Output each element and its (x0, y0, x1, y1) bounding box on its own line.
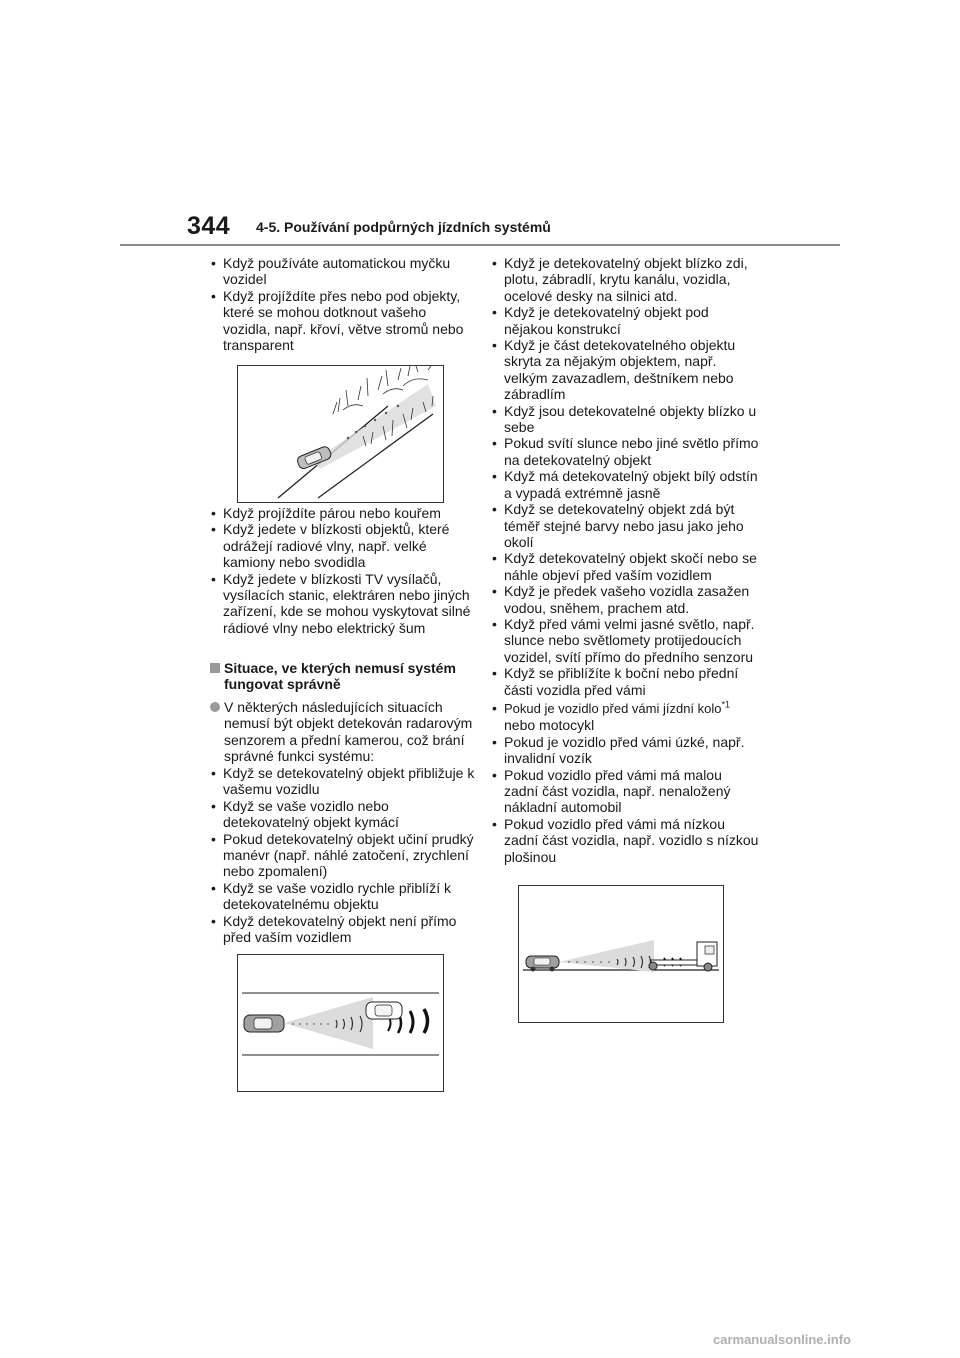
right-column (491, 255, 759, 865)
list-item: • Když je předek vašeho vozidla zasažen vodou, sněhem, prachem atd. (491, 583, 759, 616)
footnote-marker: *1 (721, 699, 731, 710)
watermark: carmanualsonline.info (713, 1332, 851, 1347)
list-item: • Když se detekovatelný objekt zdá být téměř stejné barvy nebo jasu jako jeho okolí (491, 501, 759, 550)
figure-offset-vehicle-illustration (237, 954, 444, 1092)
figure-branches-illustration (237, 365, 444, 503)
list-item: • Když se přiblížíte k boční nebo přední části vozidla před vámi (491, 665, 759, 698)
section-heading-text: Situace, ve kterých nemusí systém fungovat správně (224, 660, 456, 693)
left-list-3 (210, 765, 475, 945)
list-item: • Když před vámi velmi jasné světlo, např. slunce nebo světlomety protijedoucích vozidel, svítí přímo do předního senzoru (491, 616, 759, 665)
list-item: • Když je detekovatelný objekt blízko zdi, plotu, zábradlí, krytu kanálu, vozidla, ocelové desky na silnici atd. (491, 255, 759, 304)
note-text: V některých následujících situacích nemusí být objekt detekován radarovým senzorem a přední kamerou, což brání správné funkci systému: (224, 699, 473, 765)
list-item: • Když detekovatelný objekt skočí nebo se náhle objeví před vaším vozidlem (491, 550, 759, 583)
list-item: • Když detekovatelný objekt není přímo před vaším vozidlem (210, 913, 475, 946)
section-heading (210, 660, 475, 693)
list-item: • Když se vaše vozidlo rychle přiblíží k detekovatelnému objektu (210, 880, 475, 913)
list-item: • Když projíždíte párou nebo kouřem (210, 505, 475, 521)
list-item: • Když se detekovatelný objekt přibližuje k vašemu vozidlu (210, 765, 475, 798)
list-item: • Když projíždíte přes nebo pod objekty, které se mohou dotknout vašeho vozidla, např. křoví, větve stromů nebo transparent (210, 288, 472, 354)
circle-marker-icon (210, 702, 220, 712)
list-item: • Pokud vozidlo před vámi má malou zadní část vozidla, např. nenaložený nákladní automobil (491, 767, 759, 816)
square-marker-icon (210, 663, 220, 673)
motorcycle-item-tail: nebo motocykl (504, 717, 595, 734)
list-item: • Když jsou detekovatelné objekty blízko u sebe (491, 403, 759, 436)
note-paragraph (210, 699, 475, 765)
left-list-2 (210, 505, 475, 636)
list-item: • Pokud svítí slunce nebo jiné světlo přímo na detekovatelný objekt (491, 435, 759, 468)
figure-low-platform-truck-illustration (518, 885, 724, 1023)
header-rule (120, 244, 840, 246)
left-list-1 (210, 255, 472, 353)
list-item-motorcycle (491, 700, 759, 734)
list-item: • Když je detekovatelný objekt pod nějakou konstrukcí (491, 304, 759, 337)
list-item: • Pokud vozidlo před vámi má nízkou zadní část vozidla, např. vozidlo s nízkou plošinou (491, 816, 759, 865)
list-item: • Pokud je vozidlo před vámi úzké, např. invalidní vozík (491, 734, 759, 767)
chapter-title: 4-5. Používání podpůrných jízdních systémů (256, 219, 551, 235)
page-number: 344 (187, 212, 231, 240)
list-item: • Když se vaše vozidlo nebo detekovatelný objekt kymácí (210, 798, 475, 831)
list-item: • Když používáte automatickou myčku vozidel (210, 255, 472, 288)
list-item: • Když jedete v blízkosti TV vysílačů, vysílacích stanic, elektráren nebo jiných zařízení, kde se mohou vyskytovat silné rádiové vlny nebo elektrický šum (210, 571, 475, 637)
list-item: • Když má detekovatelný objekt bílý odstín a vypadá extrémně jasně (491, 468, 759, 501)
list-item: • Když jedete v blízkosti objektů, které odrážejí radiové vlny, např. velké kamiony nebo svodidla (210, 521, 475, 570)
list-item: • Když je část detekovatelného objektu skryta za nějakým objektem, např. velkým zavazadlem, deštníkem nebo zábradlím (491, 337, 759, 403)
motorcycle-item-text: Pokud je vozidlo před vámi jízdní kolo (504, 700, 722, 716)
list-item: • Pokud detekovatelný objekt učiní prudký manévr (např. náhlé zatočení, zrychlení nebo zpomalení) (210, 831, 475, 880)
